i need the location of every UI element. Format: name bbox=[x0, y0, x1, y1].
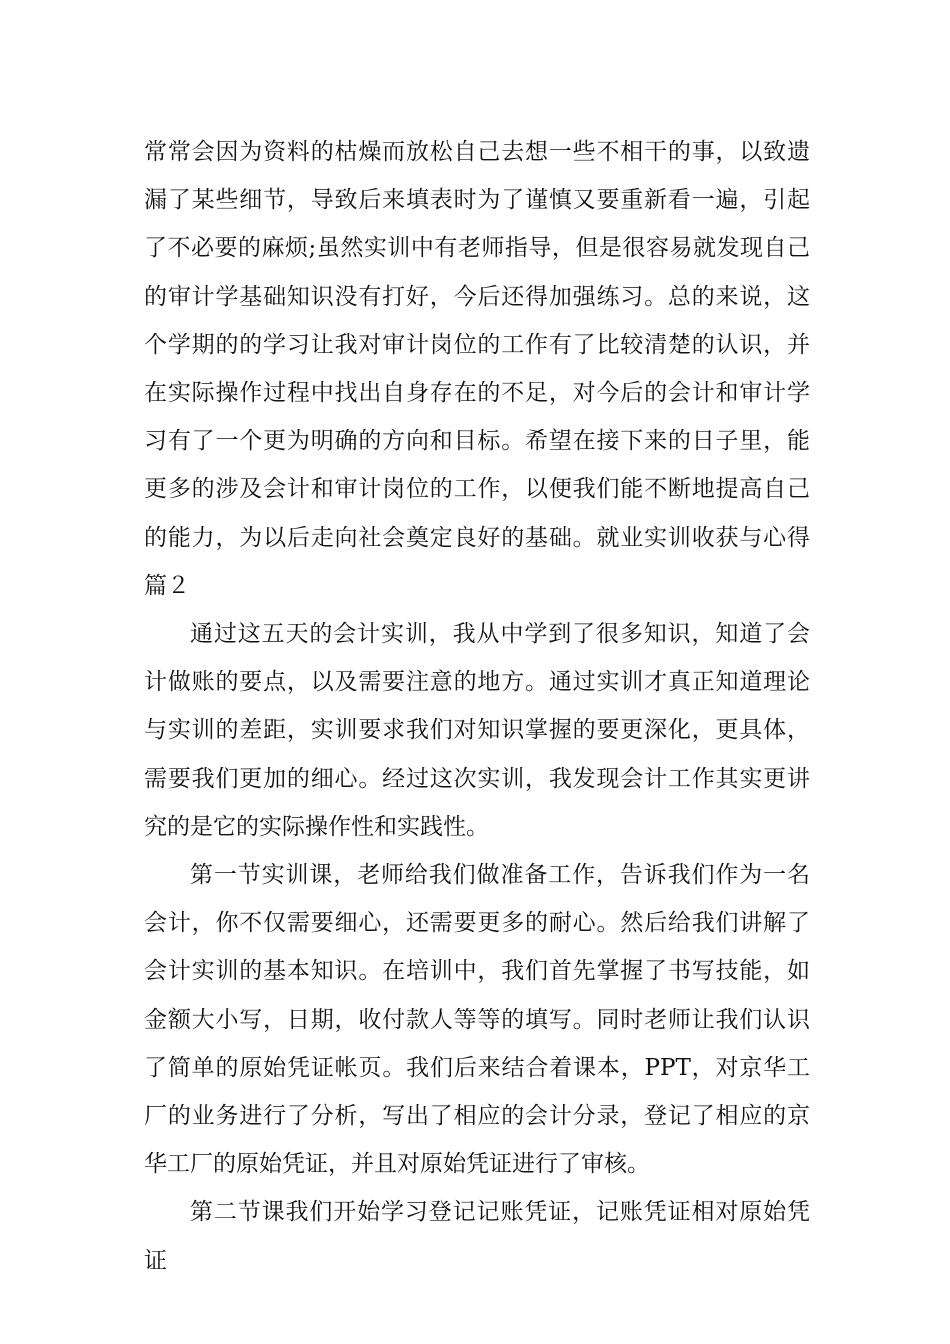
paragraph-1: 常常会因为资料的枯燥而放松自己去想一些不相干的事，以致遗漏了某些细节，导致后来填表时为了谨慎又要重新看一遍，引起了不必要的麻烦;虽然实训中有老师指导，但是很容易就发现自己的审计学基础知识没有打好，今后还得加强练习。总的来说，这个学期的的学习让我对审计岗位的工作有了比较清楚的认识，并在实际操作过程中找出自身存在的不足，对今后的会计和审计学习有了一个更为明确的方向和目标。希望在接下来的日子里，能更多的涉及会计和审计岗位的工作，以便我们能不断地提高自己的能力，为以后走向社会奠定良好的基础。就业实训收获与心得篇２ bbox=[144, 139, 810, 599]
paragraph-2: 通过这五天的会计实训，我从中学到了很多知识，知道了会计做账的要点，以及需要注意的地方。通过实训才真正知道理论与实训的差距，实训要求我们对知识掌握的要更深化，更具体，需要我们更加的细心。经过这次实训，我发现会计工作其实更讲究的是它的实际操作性和实践性。 bbox=[144, 621, 810, 840]
document-body bbox=[144, 128, 810, 1285]
paragraph-3: 第一节实训课，老师给我们做准备工作，告诉我们作为一名会计，你不仅需要细心，还需要更多的耐心。然后给我们讲解了会计实训的基本知识。在培训中，我们首先掌握了书写技能，如金额大小写，日期，收付款人等等的填写。同时老师让我们认识了简单的原始凭证帐页。我们后来结合着课本，PPT，对京华工厂的业务进行了分析，写出了相应的会计分录，登记了相应的京华工厂的原始凭证，并且对原始凭证进行了审核。 bbox=[144, 862, 810, 1178]
paragraph-4: 第二节课我们开始学习登记记账凭证，记账凭证相对原始凭证 bbox=[144, 1199, 810, 1274]
